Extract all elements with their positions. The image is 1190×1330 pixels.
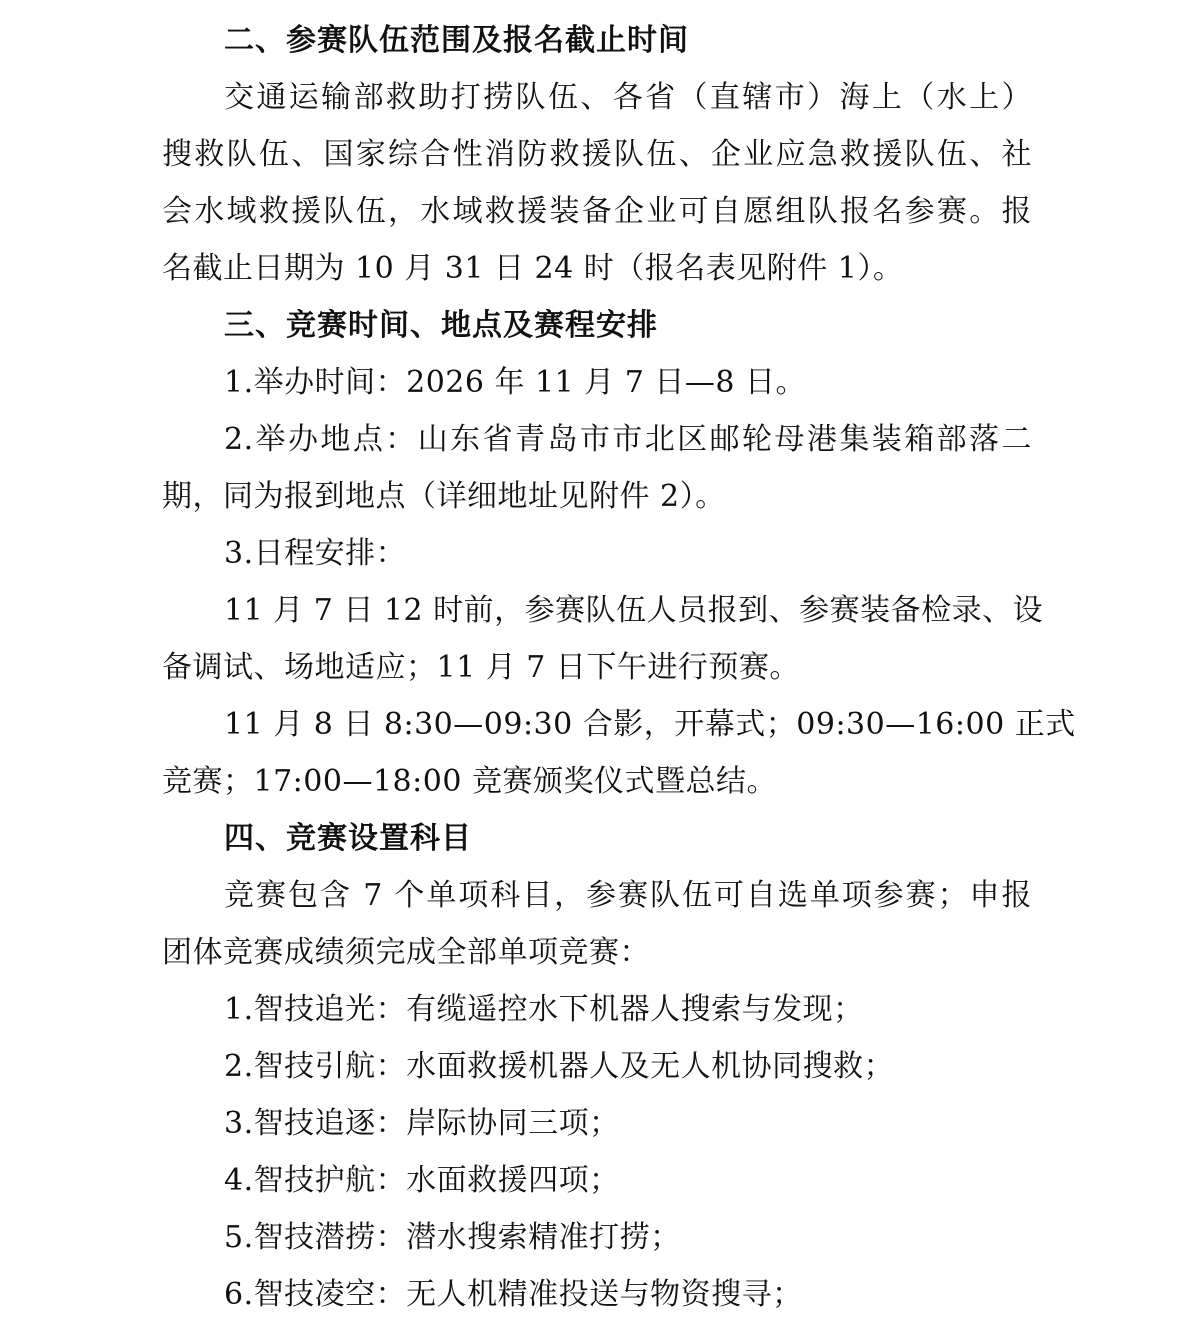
section-4-heading: 四、竞赛设置科目	[224, 821, 472, 856]
section-2-heading: 二、参赛队伍范围及报名截止时间	[224, 23, 689, 58]
schedule-day2-line: 竞赛；17:00—18:00 竞赛颁奖仪式暨总结。	[162, 764, 777, 799]
schedule-day1-line: 11 月 7 日 12 时前，参赛队伍人员报到、参赛装备检录、设	[224, 593, 1044, 628]
event-location-item-line: 期，同为报到地点（详细地址见附件 2）。	[162, 479, 726, 514]
section-2-paragraph-line: 会水域救援队伍，水域救援装备企业可自愿组队报名参赛。报	[162, 194, 1032, 229]
subject-item: 5.智技潜捞：潜水搜索精准打捞；	[224, 1220, 681, 1255]
schedule-day2-line: 11 月 8 日 8:30—09:30 合影，开幕式；09:30—16:00 正式	[224, 707, 1076, 742]
event-time-item: 1.举办时间：2026 年 11 月 7 日—8 日。	[224, 365, 807, 400]
document-body	[162, 12, 1076, 1323]
section-2-paragraph-line: 搜救队伍、国家综合性消防救援队伍、企业应急救援队伍、社	[162, 137, 1032, 172]
subject-item: 3.智技追逐：岸际协同三项；	[224, 1106, 620, 1141]
section-4-intro-line: 竞赛包含 7 个单项科目，参赛队伍可自选单项参赛；申报	[224, 878, 1032, 913]
schedule-item: 3.日程安排：	[224, 536, 407, 571]
section-2-paragraph-line: 交通运输部救助打捞队伍、各省（直辖市）海上（水上）	[224, 80, 1032, 115]
subject-item: 4.智技护航：水面救援四项；	[224, 1163, 620, 1198]
section-2-paragraph-line: 名截止日期为 10 月 31 日 24 时（报名表见附件 1）。	[162, 251, 904, 286]
event-location-item-line: 2.举办地点：山东省青岛市市北区邮轮母港集装箱部落二	[224, 422, 1032, 457]
section-4-intro-line: 团体竞赛成绩须完成全部单项竞赛：	[162, 935, 650, 970]
subject-item: 6.智技凌空：无人机精准投送与物资搜寻；	[224, 1277, 803, 1312]
schedule-day1-line: 备调试、场地适应；11 月 7 日下午进行预赛。	[162, 650, 800, 685]
subject-item: 2.智技引航：水面救援机器人及无人机协同搜救；	[224, 1049, 895, 1084]
section-3-heading: 三、竞赛时间、地点及赛程安排	[224, 308, 658, 343]
subject-item: 1.智技追光：有缆遥控水下机器人搜索与发现；	[224, 992, 864, 1027]
